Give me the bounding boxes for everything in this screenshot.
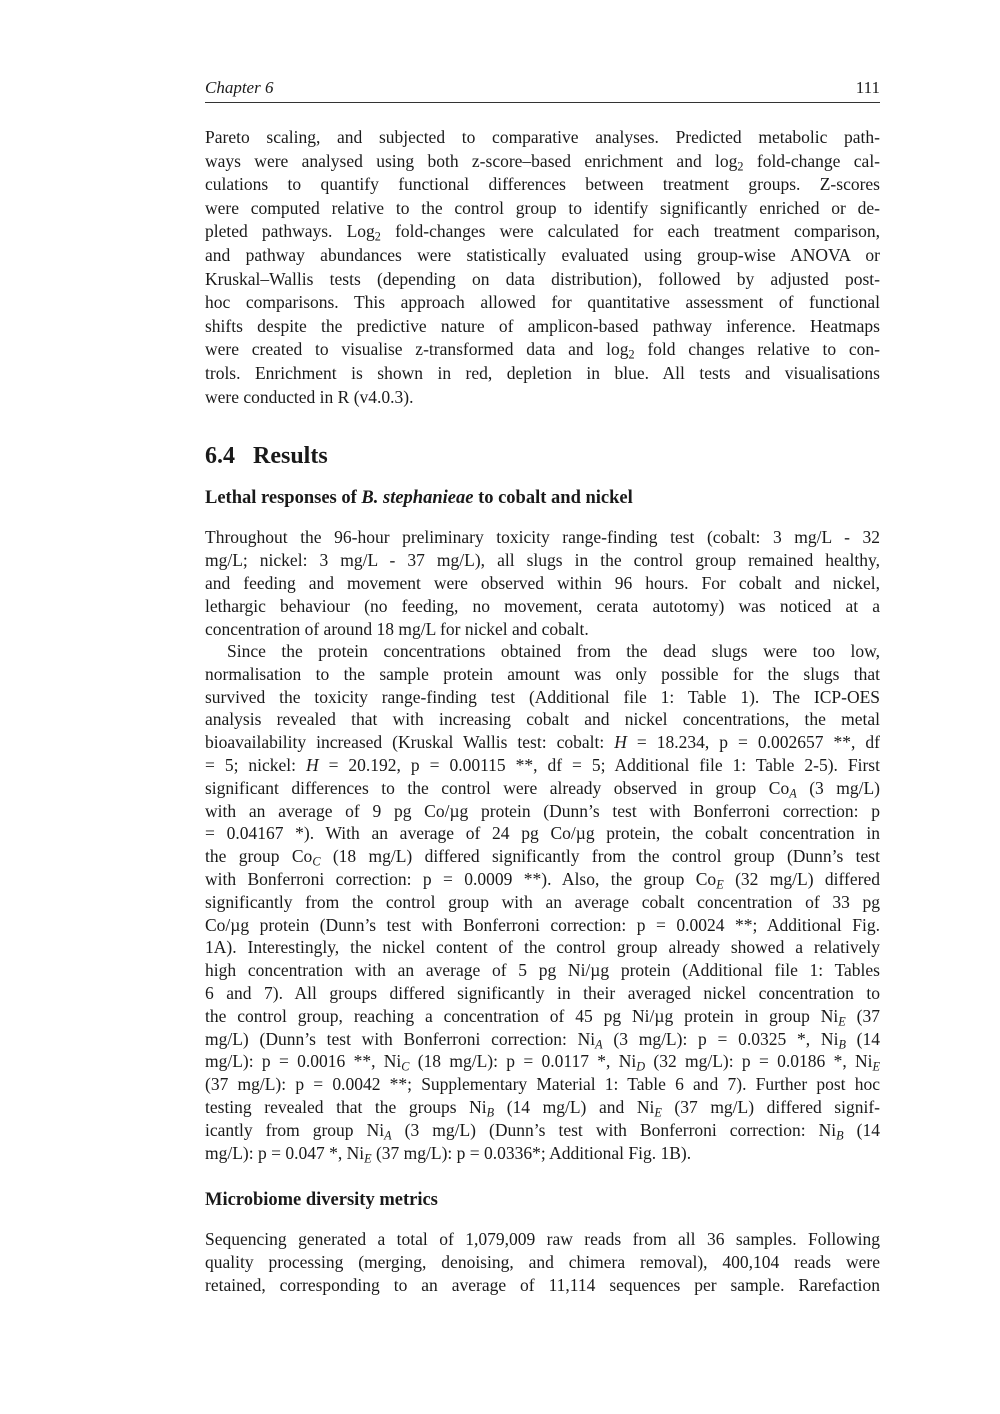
subheading-lethal-responses [205, 488, 633, 509]
page-number: 111 [855, 78, 880, 97]
italic-symbol: H [614, 732, 627, 753]
text-run: quality processing (merging, denoising, and chimera removal), 400,104 reads were [205, 1252, 880, 1272]
text-run: shifts despite the predictive nature of amplicon-based pathway inference. Heatmaps [205, 315, 880, 336]
text-run: mg/L): p = 0.047 *, Ni [205, 1142, 365, 1163]
text-run: (18 mg/L): p = 0.0117 *, Ni [409, 1051, 637, 1072]
text-run: culations to quantify functional differences between treatment groups. Z-scores [205, 174, 880, 195]
text-run: fold changes relative to con- [634, 339, 880, 360]
text-line [205, 386, 880, 410]
text-run: 1A). Interestingly, the nickel content of the control group already showed a relatively [205, 937, 880, 958]
text-line [205, 777, 880, 800]
subscript: 2 [628, 348, 635, 363]
text-run: 6 and 7). All groups differed significantly in their averaged nickel concentration to [205, 982, 880, 1003]
text-run: Sequencing generated a total of 1,079,009 raw reads from all 36 samples. Following [205, 1229, 880, 1249]
text-line [205, 663, 880, 686]
subscript: D [636, 1060, 646, 1075]
italic-symbol: H [306, 754, 319, 775]
text-run: concentration of around 18 mg/L for nickel and cobalt. [205, 619, 589, 639]
subscript: E [654, 1105, 662, 1120]
text-run: (14 [845, 1028, 881, 1049]
text-line [205, 1096, 880, 1119]
text-run: the control group, reaching a concentration of 45 pg Ni/µg protein in group Ni [205, 1005, 839, 1026]
text-run: analysis revealed that with increasing cobalt and nickel concentrations, the metal [205, 709, 880, 730]
running-header [205, 78, 880, 103]
text-run: the group Co [205, 846, 313, 867]
text-run: fold-changes were calculated for each treatment comparison, [380, 221, 880, 242]
text-line [205, 868, 880, 891]
text-line [205, 220, 880, 244]
text-line [205, 1274, 880, 1297]
text-run: = 20.192, p = 0.00115 **, df = 5; Additional file 1: Table 2-5). First [318, 754, 880, 775]
subscript: C [312, 854, 321, 869]
text-run: Throughout the 96-hour preliminary toxicity range-finding test (cobalt: 3 mg/L - 32 [205, 527, 880, 547]
text-line [205, 845, 880, 868]
subheading-microbiome: Microbiome diversity metrics [205, 1190, 438, 1210]
text-line [205, 197, 880, 221]
text-line [205, 618, 880, 641]
text-run: high concentration with an average of 5 pg Ni/µg protein (Additional file 1: Tables [205, 960, 880, 981]
text-line [205, 1119, 880, 1142]
section-heading [205, 443, 328, 470]
section-number: 6.4 [205, 443, 235, 469]
text-run: Kruskal–Wallis tests (depending on data distribution), followed by adjusted post- [205, 268, 880, 289]
text-line [205, 572, 880, 595]
text-line [205, 731, 880, 754]
subscript: B [838, 1037, 846, 1052]
text-line [205, 1005, 880, 1028]
text-line [205, 800, 880, 823]
text-run: and pathway abundances were statistically evaluated using group-wise ANOVA or [205, 244, 880, 265]
text-line [205, 1228, 880, 1251]
text-line [205, 150, 880, 174]
text-line [205, 822, 880, 845]
text-run: (18 mg/L) differed significantly from the control group (Dunn’s test [320, 846, 880, 867]
text-run: mg/L): p = 0.0016 **, Ni [205, 1051, 402, 1072]
text-run: normalisation to the sample protein amount was only possible for the slugs that [205, 663, 880, 684]
text-run: lethargic behaviour (no feeding, no movement, cerata autotomy) was noticed at a [205, 596, 880, 616]
text-run: (14 mg/L) and Ni [494, 1096, 655, 1117]
text-line [205, 959, 880, 982]
subscript: B [486, 1105, 495, 1120]
text-run: Pareto scaling, and subjected to comparative analyses. Predicted metabolic path- [205, 127, 880, 147]
text-line [205, 244, 880, 268]
paragraph-lethal-2 [205, 640, 880, 1164]
text-line [205, 1142, 880, 1165]
subscript: A [789, 786, 797, 801]
text-run: bioavailability increased (Kruskal Wallis test: cobalt: [205, 732, 615, 753]
text-run: (37 mg/L): p = 0.0042 **; Supplementary Material 1: Table 6 and 7). Further post hoc [205, 1074, 880, 1095]
subheading-text: to cobalt and nickel [473, 488, 633, 508]
text-run: were conducted in R (v4.0.3). [205, 386, 414, 407]
paragraph-microbiome [205, 1228, 880, 1297]
text-run: ways were analysed using both z-score–based enrichment and log [205, 150, 738, 171]
text-run: = 18.234, p = 0.002657 **, df [626, 732, 880, 753]
text-line [205, 315, 880, 339]
text-line [205, 173, 880, 197]
text-run: = 5; nickel: [205, 754, 306, 775]
text-run: with an average of 9 pg Co/µg protein (Dunn’s test with Bonferroni correction: p [205, 800, 880, 821]
subheading-text: Lethal responses of [205, 488, 362, 508]
text-run: testing revealed that the groups Ni [205, 1096, 487, 1117]
chapter-label: Chapter 6 [205, 78, 274, 97]
text-run: (14 [843, 1119, 881, 1140]
text-line [205, 640, 880, 663]
text-run: = 0.04167 *). With an average of 24 pg Co/µg protein, the cobalt concentration in [205, 823, 880, 844]
text-line [205, 549, 880, 572]
text-run: pleted pathways. Log [205, 221, 375, 242]
text-line [205, 1050, 880, 1073]
text-run: (37 [845, 1005, 881, 1026]
text-run: mg/L) (Dunn’s test with Bonferroni correction: Ni [205, 1028, 596, 1049]
text-run: with Bonferroni correction: p = 0.0009 **). Also, the group Co [205, 868, 717, 889]
text-run: (37 mg/L): p = 0.0336*; Additional Fig. 1B). [371, 1142, 692, 1163]
text-run: icantly from group Ni [205, 1119, 385, 1140]
text-line [205, 1028, 880, 1051]
text-line [205, 891, 880, 914]
text-run: Since the protein concentrations obtained from the dead slugs were too low, [227, 641, 880, 661]
text-line [205, 595, 880, 618]
text-line [205, 1073, 880, 1096]
text-line [205, 914, 880, 937]
text-line [205, 686, 880, 709]
subscript: E [716, 877, 724, 892]
subscript: 2 [374, 230, 381, 245]
text-run: were computed relative to the control group to identify significantly enriched or de- [205, 197, 880, 218]
text-run: (3 mg/L): p = 0.0325 *, Ni [602, 1028, 839, 1049]
text-line [205, 362, 880, 386]
section-title: Results [253, 443, 328, 469]
subscript: E [364, 1151, 372, 1166]
text-line [205, 1251, 880, 1274]
text-run: (37 mg/L) differed signif- [661, 1096, 880, 1117]
paragraph-methods [205, 126, 880, 409]
subscript: E [872, 1060, 880, 1075]
text-line [205, 754, 880, 777]
text-run: Co/µg protein (Dunn’s test with Bonferroni correction: p = 0.0024 **; Additional Fig. [205, 914, 880, 935]
text-run: mg/L; nickel: 3 mg/L - 37 mg/L), all slugs in the control group remained healthy, [205, 550, 880, 570]
subscript: B [836, 1128, 844, 1143]
text-line [205, 126, 880, 150]
text-run: retained, corresponding to an average of 11,114 sequences per sample. Rarefaction [205, 1275, 880, 1295]
text-run: (3 mg/L) [796, 777, 880, 798]
text-run: (32 mg/L): p = 0.0186 *, Ni [645, 1051, 873, 1072]
species-name: B. stephanieae [361, 488, 474, 508]
text-run: survived the toxicity range-finding test (Additional file 1: Table 1). The ICP-OES [205, 686, 880, 707]
text-run: (3 mg/L) (Dunn’s test with Bonferroni correction: Ni [391, 1119, 837, 1140]
subscript: A [384, 1128, 392, 1143]
subscript: 2 [737, 159, 744, 174]
text-run: hoc comparisons. This approach allowed for quantitative assessment of functional [205, 292, 880, 313]
text-line [205, 936, 880, 959]
text-run: fold-change cal- [743, 150, 881, 171]
text-run: (32 mg/L) differed [723, 868, 880, 889]
text-line [205, 982, 880, 1005]
subscript: C [401, 1060, 410, 1075]
text-run: and feeding and movement were observed within 96 hours. For cobalt and nickel, [205, 573, 880, 593]
text-line [205, 291, 880, 315]
subscript: E [838, 1014, 846, 1029]
subscript: A [595, 1037, 603, 1052]
text-run: significant differences to the control were already observed in group Co [205, 777, 790, 798]
text-run: significantly from the control group with an average cobalt concentration of 33 pg [205, 891, 880, 912]
text-line [205, 526, 880, 549]
text-line [205, 708, 880, 731]
text-line [205, 338, 880, 362]
text-line [205, 268, 880, 292]
text-run: were created to visualise z-transformed data and log [205, 339, 629, 360]
paragraph-lethal-1 [205, 526, 880, 641]
text-run: trols. Enrichment is shown in red, depletion in blue. All tests and visualisations [205, 362, 880, 383]
